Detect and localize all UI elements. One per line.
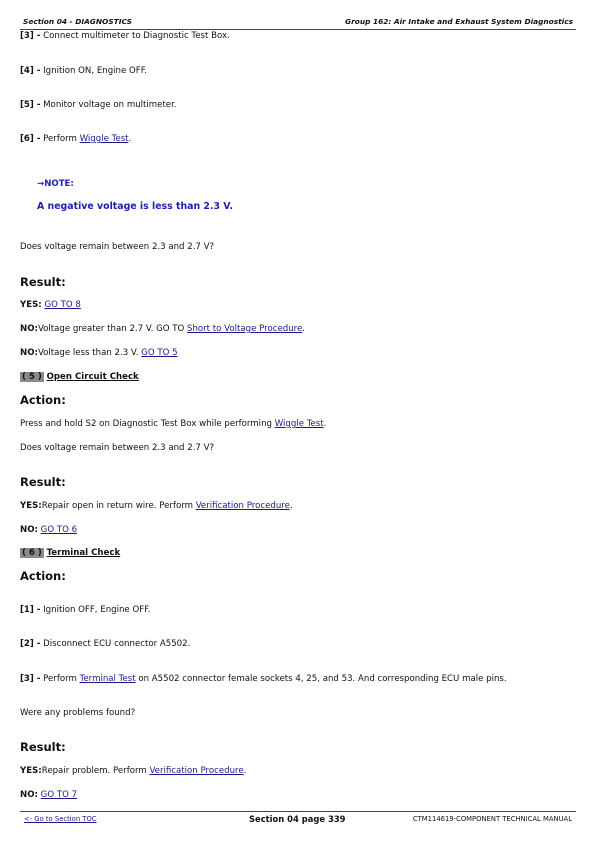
- action-text: [20, 419, 326, 429]
- step-number: [1] -: [20, 605, 41, 615]
- go-to-6-link[interactable]: GO TO 6: [40, 525, 78, 535]
- no-label: NO:: [20, 324, 38, 334]
- step-item: [20, 100, 177, 110]
- step-number: [5] -: [20, 100, 41, 110]
- step-text: Perform: [43, 674, 77, 684]
- result-text: Repair problem. Perform: [41, 766, 147, 776]
- go-to-8-link[interactable]: GO TO 8: [44, 300, 81, 310]
- step-number: [2] -: [20, 639, 41, 649]
- action-heading: Action:: [20, 569, 66, 583]
- step-text: Ignition ON, Engine OFF.: [43, 66, 147, 76]
- step-number: [4] -: [20, 66, 41, 76]
- step-text: Ignition OFF, Engine OFF.: [43, 605, 151, 615]
- action-text-end: .: [323, 419, 327, 429]
- result-heading: Result:: [20, 740, 66, 754]
- yes-label: YES:: [20, 501, 42, 511]
- result-yes: [20, 501, 293, 511]
- note-text: A negative voltage is less than 2.3 V.: [37, 201, 233, 212]
- go-to-5-link[interactable]: GO TO 5: [141, 348, 178, 358]
- step-6-title: [20, 548, 120, 558]
- no-label: NO:: [20, 348, 38, 358]
- result-no: [20, 790, 77, 800]
- action-text-start: Press and hold S2 on Diagnostic Test Box while performing: [20, 419, 272, 429]
- step-item: [20, 31, 230, 41]
- result-heading: Result:: [20, 475, 66, 489]
- footer-divider: [20, 811, 576, 812]
- no-label: NO:: [20, 525, 38, 535]
- step-item: [20, 134, 131, 144]
- page-number: Section 04 page 339: [249, 814, 346, 824]
- question-text: Does voltage remain between 2.3 and 2.7 V?: [20, 443, 215, 453]
- go-to-7-link[interactable]: GO TO 7: [40, 790, 78, 800]
- step-text: Monitor voltage on multimeter.: [43, 100, 177, 110]
- result-text-end: .: [289, 501, 293, 511]
- header-group: Group 162: Air Intake and Exhaust System Diagnostics: [345, 17, 573, 26]
- result-no: [20, 525, 77, 535]
- result-heading: Result:: [20, 275, 66, 289]
- step-6-number: ( 6 ): [22, 548, 42, 558]
- step-item: [20, 66, 147, 76]
- note-label: →NOTE:: [37, 179, 74, 189]
- wiggle-test-link[interactable]: Wiggle Test: [79, 134, 129, 144]
- verification-procedure-link[interactable]: Verification Procedure: [149, 766, 244, 776]
- step-6-title-text: Terminal Check: [46, 548, 121, 558]
- page-header: [20, 16, 576, 30]
- result-yes: [20, 766, 246, 776]
- step-text-end: .: [128, 134, 132, 144]
- wiggle-test-link[interactable]: Wiggle Test: [274, 419, 324, 429]
- result-no: [20, 348, 178, 358]
- result-text: Voltage less than 2.3 V.: [37, 348, 139, 358]
- step-text: Connect multimeter to Diagnostic Test Box.: [43, 31, 230, 41]
- step-text-end: on A5502 connector female sockets 4, 25, and 53. And corresponding ECU male pins.: [138, 674, 507, 684]
- action-heading: Action:: [20, 393, 66, 407]
- step-number: [3] -: [20, 674, 41, 684]
- no-label: NO:: [20, 790, 38, 800]
- step-number: [3] -: [20, 31, 41, 41]
- step-item: [20, 639, 190, 649]
- result-text: Voltage greater than 2.7 V. GO TO: [37, 324, 185, 334]
- question-text: Were any problems found?: [20, 708, 136, 718]
- step-number: [6] -: [20, 134, 41, 144]
- short-to-voltage-link[interactable]: Short to Voltage Procedure: [186, 324, 303, 334]
- result-text: Repair open in return wire. Perform: [41, 501, 193, 511]
- result-no: [20, 324, 305, 334]
- manual-title: CTM114619-COMPONENT TECHNICAL MANUAL: [412, 815, 572, 823]
- section-toc-link[interactable]: <- Go to Section TOC: [24, 815, 97, 823]
- question-text: Does voltage remain between 2.3 and 2.7 V?: [20, 242, 215, 252]
- verification-procedure-link[interactable]: Verification Procedure: [195, 501, 290, 511]
- step-5-number: ( 5 ): [22, 372, 42, 382]
- yes-label: YES:: [20, 766, 42, 776]
- step-text: Perform: [43, 134, 77, 144]
- terminal-test-link[interactable]: Terminal Test: [79, 674, 136, 684]
- step-item: [20, 674, 507, 684]
- yes-label: YES:: [20, 300, 42, 310]
- result-text-end: .: [302, 324, 306, 334]
- step-text: Disconnect ECU connector A5502.: [43, 639, 191, 649]
- result-text-end: .: [243, 766, 247, 776]
- step-5-title-text: Open Circuit Check: [46, 372, 139, 382]
- step-5-title: [20, 372, 139, 382]
- result-yes: [20, 300, 81, 310]
- step-item: [20, 605, 150, 615]
- header-section: Section 04 - DIAGNOSTICS: [23, 17, 132, 26]
